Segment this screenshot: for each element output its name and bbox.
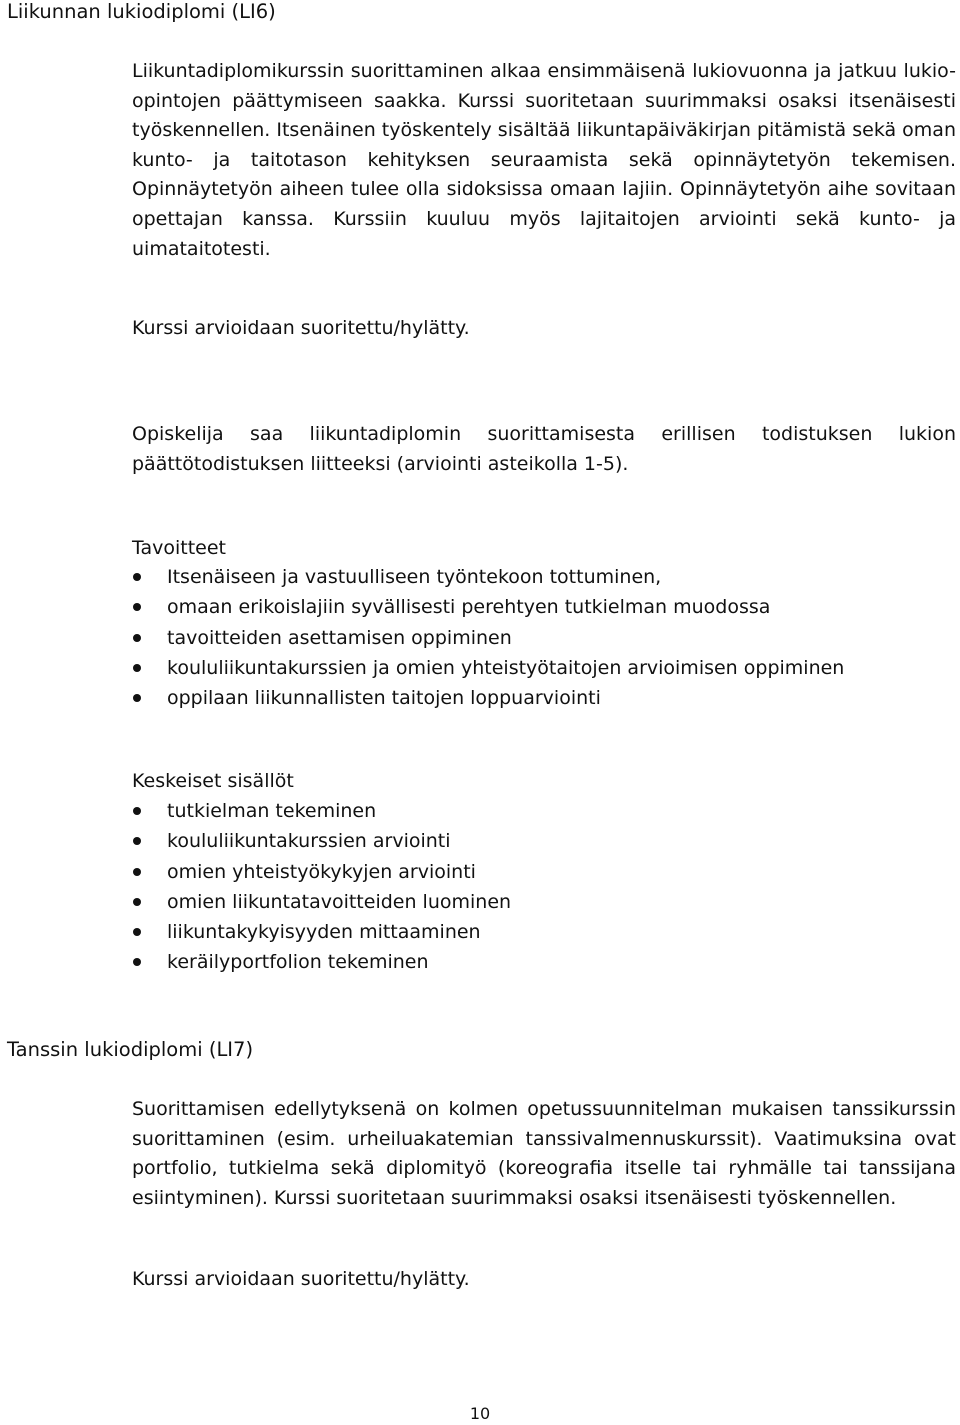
bullet-icon bbox=[133, 837, 141, 845]
bullet-icon bbox=[133, 807, 141, 815]
bullet-icon bbox=[133, 694, 141, 702]
bullet-icon bbox=[133, 664, 141, 672]
list-item: omaan erikoislajiin syvällisesti perehtyen tutkielman muodossa bbox=[132, 594, 956, 624]
bullet-icon bbox=[133, 868, 141, 876]
list-item: keräilyportfolion tekeminen bbox=[132, 949, 956, 979]
section-title-li7: Tanssin lukiodiplomi (LI7) bbox=[7, 1038, 254, 1061]
li7-intro-paragraph: Suorittamisen edellytyksenä on kolmen opetussuunnitelman mukaisen tanssikurssin suorittaminen (esim. urheiluakatemian tanssivalmennuskurssit). Vaatimuksina ovat portfolio, tutkielma sekä diplomityö (koreografia itselle tai ryhmälle tai tanssijana esiintyminen). Kurssi suoritetaan suurimmaksi osaksi itsenäisesti työskennellen. bbox=[132, 1098, 956, 1209]
bullet-icon bbox=[133, 898, 141, 906]
bullet-icon bbox=[133, 928, 141, 936]
li7-assessment-text: Kurssi arvioidaan suoritettu/hylätty. bbox=[132, 1268, 470, 1290]
list-item: omien yhteistyökykyjen arviointi bbox=[132, 859, 956, 889]
list-item: koululiikuntakurssien arviointi bbox=[132, 828, 956, 858]
li6-intro-paragraph: Liikuntadiplomikurssin suorittaminen alkaa ensimmäisenä lukiovuonna ja jatkuu lukio-opintojen päättymiseen saakka. Kurssi suoritetaan suurimmaksi osaksi itsenäisesti työskennellen. Itsenäinen työskentely sisältää liikuntapäiväkirjan pitämistä sekä oman kunto- ja taitotason kehityksen seuraamista sekä opinnäytetyön tekemisen. Opinnäytetyön aiheen tulee olla sidoksissa omaan lajiin. Opinnäytetyön aihe sovitaan opettajan kanssa. Kurssiin kuuluu myös lajitaitojen arviointi sekä kunto- ja uimataitotesti. bbox=[132, 60, 956, 260]
list-item: liikuntakykyisyyden mittaaminen bbox=[132, 919, 956, 949]
bullet-icon bbox=[133, 958, 141, 966]
goals-heading: Tavoitteet bbox=[132, 537, 226, 559]
li6-assessment-text: Kurssi arvioidaan suoritettu/hylätty. bbox=[132, 317, 470, 339]
goals-list bbox=[132, 564, 956, 715]
list-item: koululiikuntakurssien ja omien yhteistyötaitojen arvioimisen oppiminen bbox=[132, 655, 956, 685]
list-item: omien liikuntatavoitteiden luominen bbox=[132, 889, 956, 919]
list-item: Itsenäiseen ja vastuulliseen työntekoon tottuminen, bbox=[132, 564, 956, 594]
bullet-icon bbox=[133, 603, 141, 611]
contents-list bbox=[132, 798, 956, 980]
list-item: tutkielman tekeminen bbox=[132, 798, 956, 828]
list-item: oppilaan liikunnallisten taitojen loppuarviointi bbox=[132, 685, 956, 715]
bullet-icon bbox=[133, 634, 141, 642]
list-item: tavoitteiden asettamisen oppiminen bbox=[132, 625, 956, 655]
contents-heading: Keskeiset sisällöt bbox=[132, 770, 294, 792]
li6-certificate-paragraph: Opiskelija saa liikuntadiplomin suorittamisesta erillisen todistuksen lukion päättötodistuksen liitteeksi (arviointi asteikolla 1-5). bbox=[132, 423, 956, 475]
section-title-li6: Liikunnan lukiodiplomi (LI6) bbox=[7, 0, 276, 23]
bullet-icon bbox=[133, 573, 141, 581]
page-number: 10 bbox=[469, 1404, 491, 1423]
